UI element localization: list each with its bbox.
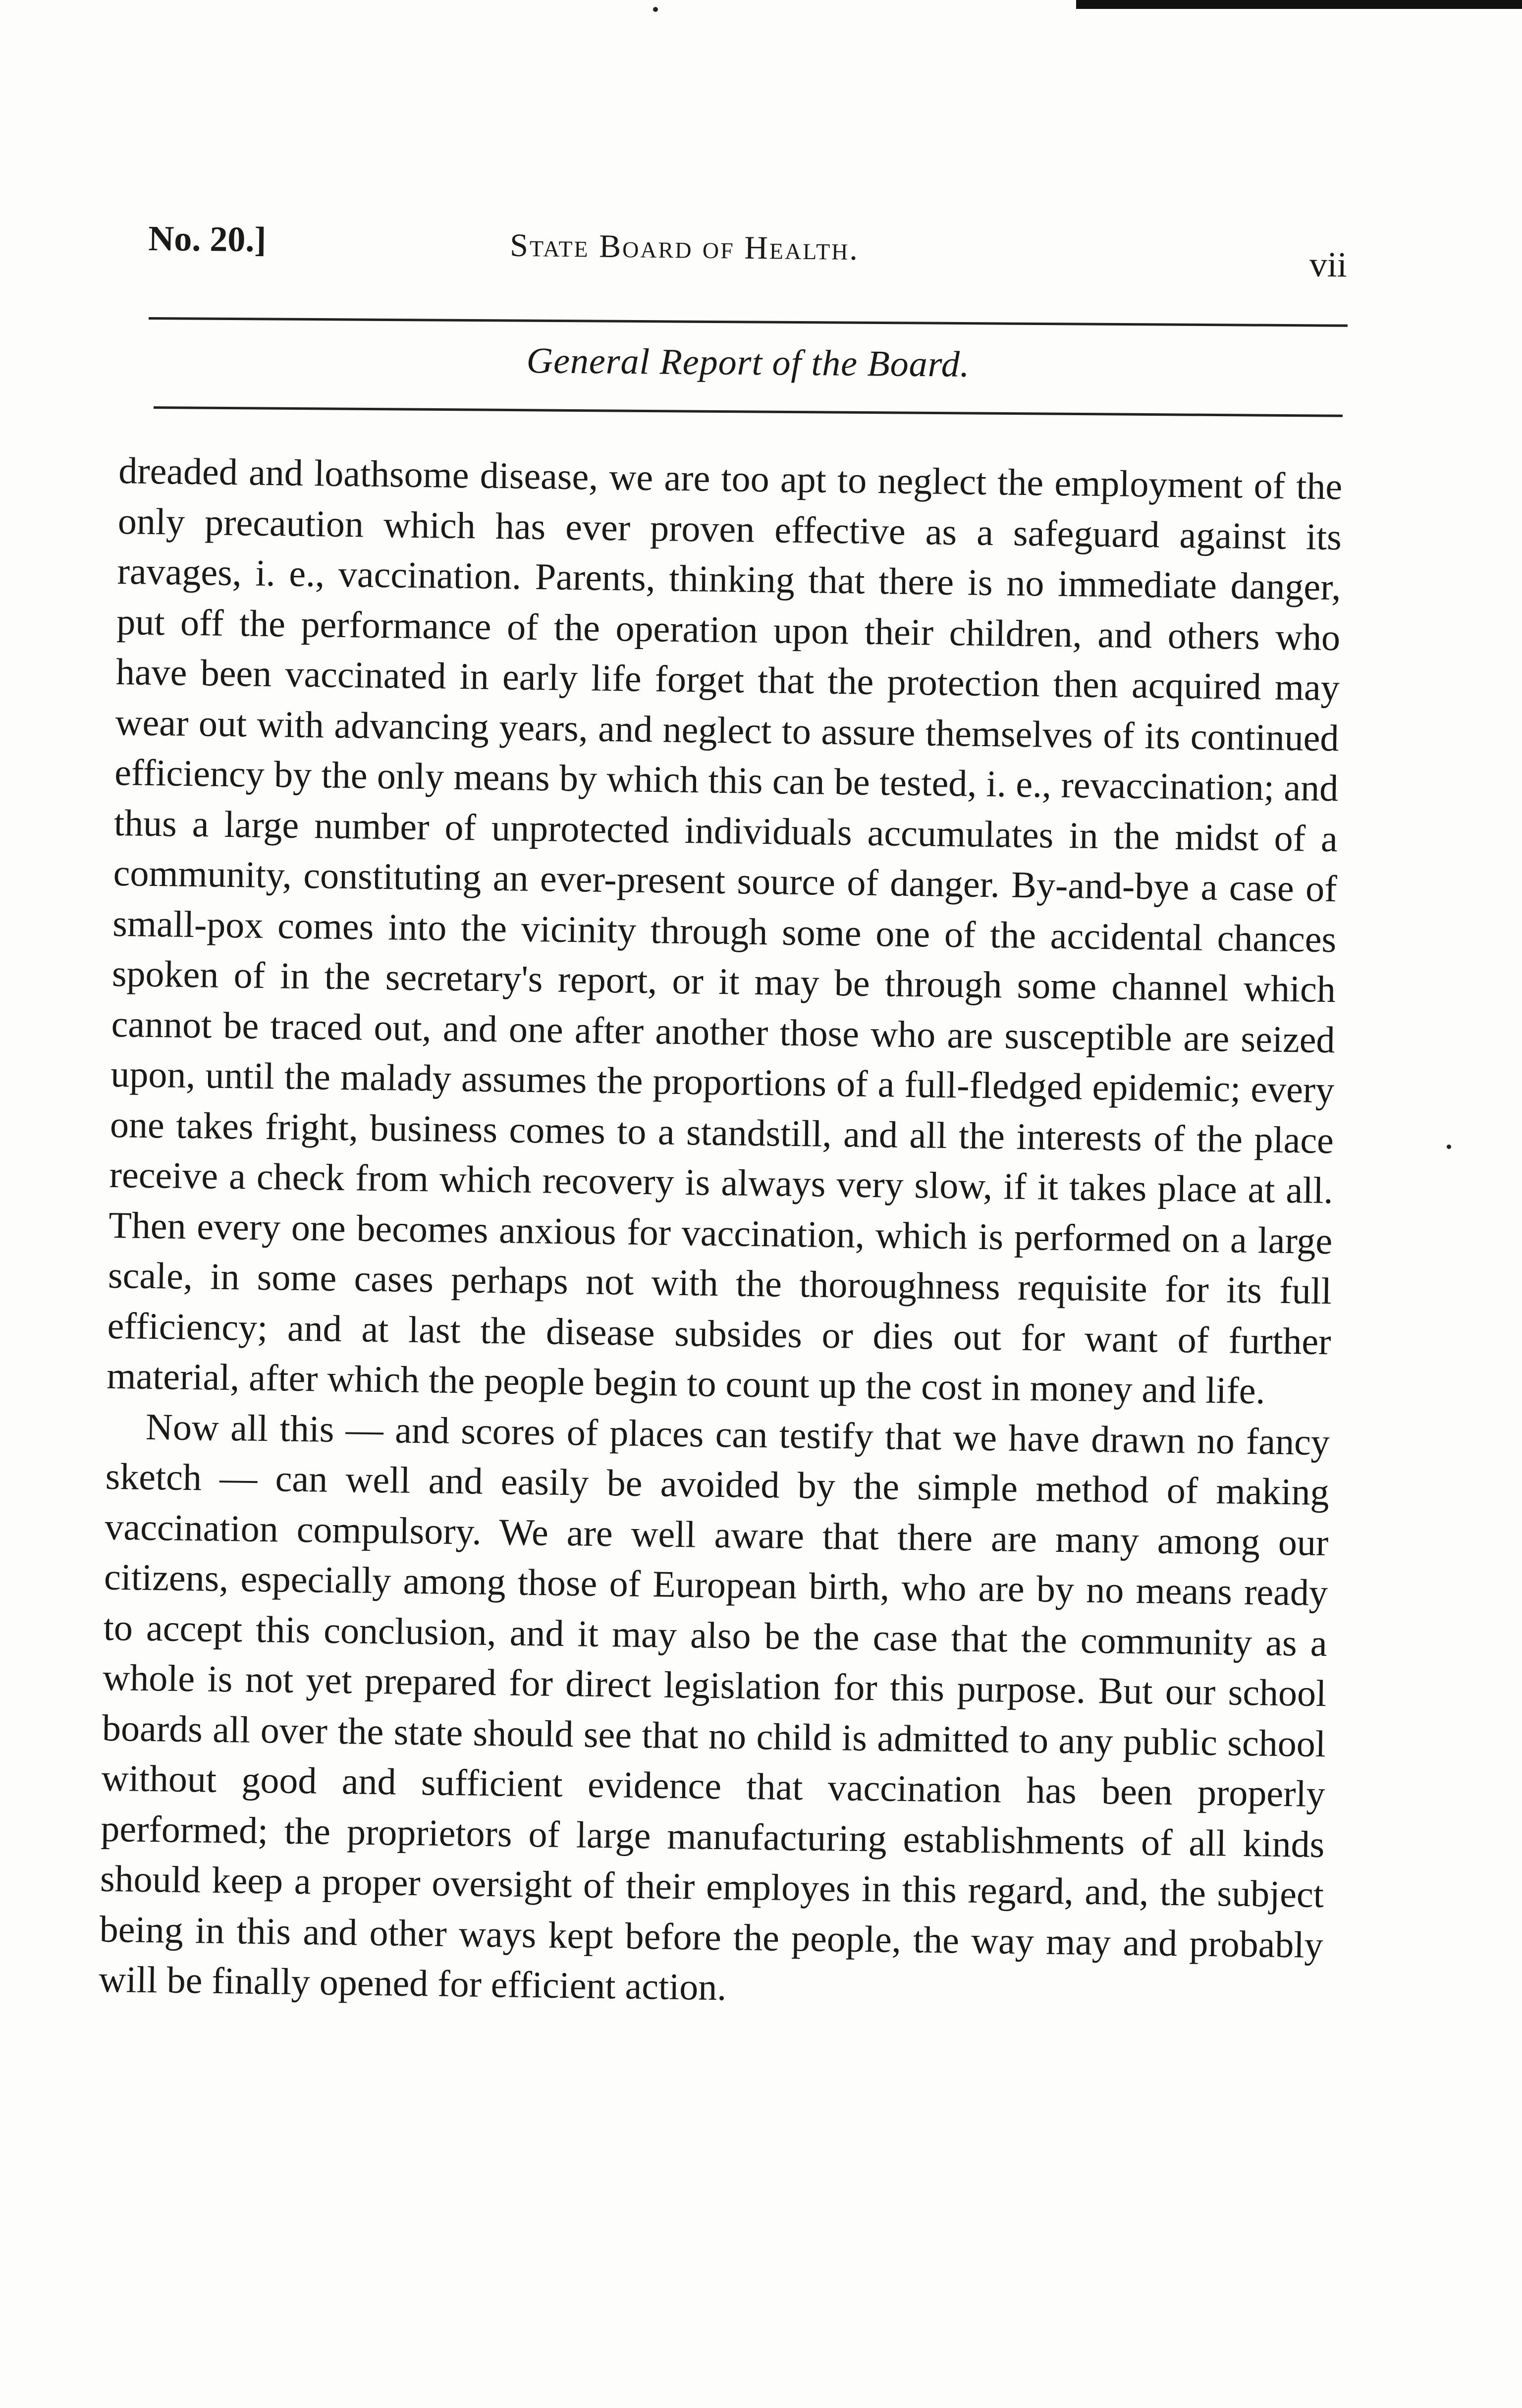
running-head xyxy=(148,208,1348,285)
document-number: No. 20.] xyxy=(148,218,267,260)
paragraph: dreaded and loathsome disease, we are too apt to neglect the employment of the only precaution which has ever proven effective as a safeguard against its ravages, i. e., vaccination. Parents, thinking that there is no immediate danger, put off the performance of the operation upon their children, and others who have been vaccinated in early life forget that the protection then acquired may wear out with advancing years, and neglect to assure themselves of its continued efficiency by the only means by which this can be tested, i. e., revaccination; and thus a large number of unprotected individuals accumulates in the midst of a community, constituting an ever-present source of danger. By-and-bye a case of small-pox comes into the vicinity through some one of the accidental chances spoken of in the secretary's report, or it may be through some channel which cannot be traced out, and one after another those who are susceptible are seized upon, until the malady assumes the proportions of a full-fledged epidemic; every one takes fright, business comes to a standstill, and all the interests of the place receive a check from which recovery is always very slow, if it takes place at all. Then every one becomes anxious for vaccination, which is performed on a large scale, in some cases perhaps not with the thoroughness requisite for its full efficiency; and at last the disease subsides or dies out for want of further material, after which the people begin to count up the cost in money and life. xyxy=(106,449,1343,1412)
header-rule-bottom xyxy=(154,406,1343,417)
section-heading: General Report of the Board. xyxy=(526,340,970,385)
page-edge-mark xyxy=(1076,0,1522,9)
body-text xyxy=(99,446,1343,2021)
print-speck xyxy=(653,7,658,12)
paragraph: Now all this — and scores of places can testify that we have drawn no fancy sketch — can well and easily be avoided by the simple method of making vaccination compulsory. We are well aware that there are many among our citizens, especially among those of European birth, who are by no means ready to accept this conclusion, and it may also be the case that the community as a whole is not yet prepared for direct legislation for this purpose. But our school boards all over the state should see that no child is admitted to any public school without good and sufficient evidence that vaccination has been properly performed; the proprietors of large manufacturing establishments of all kinds should keep a proper oversight of their employes in this regard, and, the subject being in this and other ways kept before the people, the way may and probably will be finally opened for efficient action. xyxy=(98,1406,1330,2009)
page-number: vii xyxy=(1309,244,1348,285)
print-speck xyxy=(1447,1145,1451,1149)
running-title: State Board of Health. xyxy=(509,227,860,268)
header-rule-top xyxy=(149,317,1348,327)
